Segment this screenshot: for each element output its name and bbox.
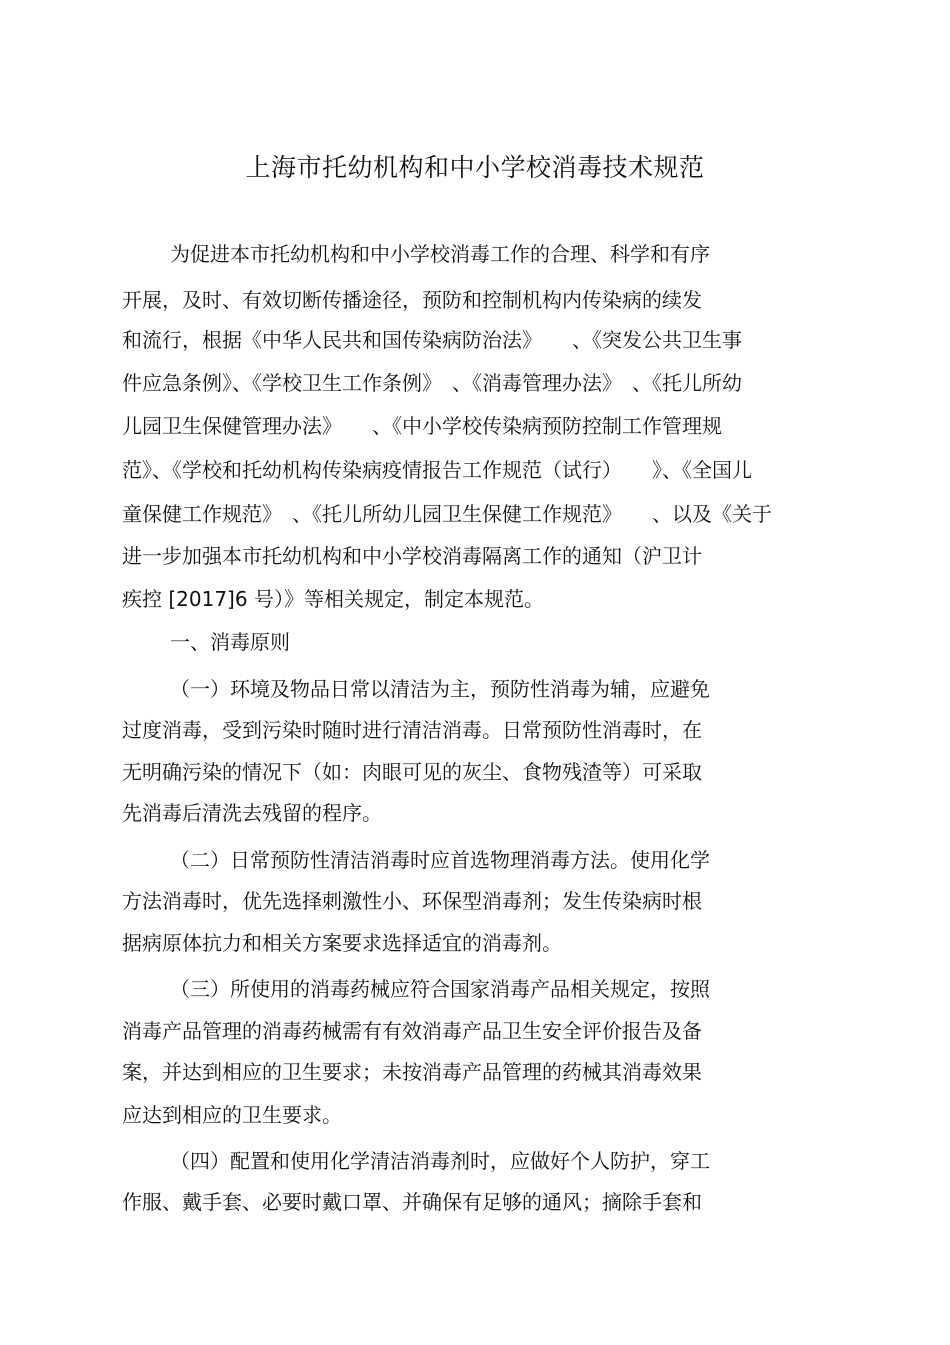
body-line: 消毒产品管理的消毒药械需有有效消毒产品卫生安全评价报告及备 [122, 1019, 702, 1043]
body-line: 开展，及时、有效切断传播途径，预防和控制机构内传染病的续发 [122, 288, 702, 312]
body-line: （二）日常预防性清洁消毒时应首选物理消毒方法。使用化学 [170, 848, 710, 872]
body-line: 方法消毒时，优先选择刺激性小、环保型消毒剂；发生传染病时根 [122, 889, 702, 913]
body-line: 进一步加强本市托幼机构和中小学校消毒隔离工作的通知（沪卫计 [122, 544, 702, 568]
body-line: 范》、《学校和托幼机构传染病疫情报告工作规范（试行） 》、《全国儿 [122, 458, 752, 482]
body-line: 疾控 [2017]6 号）》等相关规定，制定本规范。 [122, 587, 544, 611]
body-line: （三）所使用的消毒药械应符合国家消毒产品相关规定，按照 [170, 977, 710, 1001]
section-heading: 一、消毒原则 [170, 630, 290, 654]
page-title: 上海市托幼机构和中小学校消毒技术规范 [245, 153, 705, 182]
body-line: （四）配置和使用化学清洁消毒剂时，应做好个人防护，穿工 [170, 1149, 710, 1173]
body-line: 儿园卫生保健管理办法》 、《中小学校传染病预防控制工作管理规 [122, 414, 722, 438]
body-line: 过度消毒，受到污染时随时进行清洁消毒。日常预防性消毒时，在 [122, 718, 702, 742]
body-line: 件应急条例》、《学校卫生工作条例》 、《消毒管理办法》 、《托儿所幼 [122, 371, 742, 395]
body-line: 据病原体抗力和相关方案要求选择适宜的消毒剂。 [122, 931, 562, 955]
body-line: 无明确污染的情况下（如：肉眼可见的灰尘、食物残渣等）可采取 [122, 760, 702, 784]
body-line: （一）环境及物品日常以清洁为主，预防性消毒为辅，应避免 [170, 677, 710, 701]
body-line: 和流行，根据《中华人民共和国传染病防治法》 、《突发公共卫生事 [122, 328, 742, 352]
body-line: 应达到相应的卫生要求。 [122, 1103, 342, 1127]
body-line: 案，并达到相应的卫生要求；未按消毒产品管理的药械其消毒效果 [122, 1060, 702, 1084]
body-line: 作服、戴手套、必要时戴口罩、并确保有足够的通风；摘除手套和 [122, 1190, 702, 1214]
body-line: 先消毒后清洗去残留的程序。 [122, 801, 382, 825]
body-line: 为促进本市托幼机构和中小学校消毒工作的合理、科学和有序 [170, 242, 710, 266]
body-line: 童保健工作规范》 、《托儿所幼儿园卫生保健工作规范》 、以及《关于 [122, 502, 772, 526]
